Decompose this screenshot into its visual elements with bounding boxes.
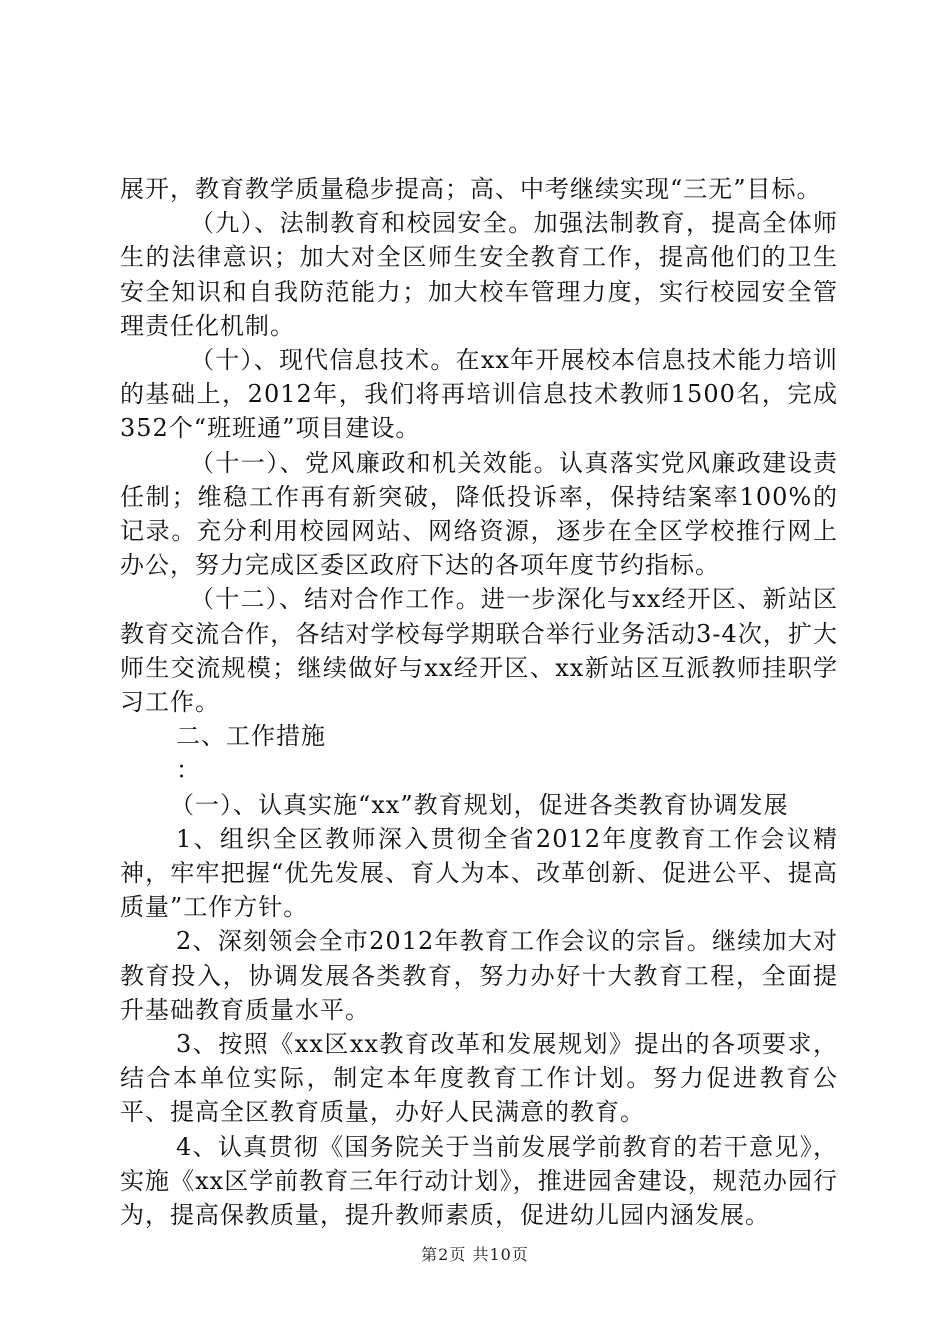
paragraph-item-9: （九）、法制教育和校园安全。加强法制教育，提高全体师生的法律意识；加大对全区师生安全教育工作，提高他们的卫生安全知识和自我防范能力；加大校车管理力度，实行校园安全管理责任化机制。 [120,209,838,340]
section-heading-measures: 二、工作措施 [176,722,326,751]
paragraph-continuation: 展开，教育教学质量稳步提高；高、中考继续实现“三无”目标。 [120,175,822,203]
document-body [120,172,838,1232]
page-number-footer: 第2页 共10页 [421,1245,529,1264]
paragraph-item-11: （十一）、党风廉政和机关效能。认真落实党风廉政建设责任制；维稳工作再有新突破，降低投诉率，保持结案率100%的记录。充分利用校园网站、网络资源，逐步在全区学校推行网上办公，努力完成区委区政府下达的各项年度节约指标。 [120,448,838,580]
list-item-4: 4、认真贯彻《国务院关于当前发展学前教育的若干意见》，实施《xx区学前教育三年行动计划》，推进园舍建设，规范办园行为，提高保教质量，提升教师素质，促进幼儿园内涵发展。 [120,1132,838,1230]
subheading-measure-1: （一）、认真实施“xx”教育规划，促进各类教育协调发展 [170,790,789,819]
list-item-2: 2、深刻领会全市2012年教育工作会议的宗旨。继续加大对教育投入，协调发展各类教育，努力办好十大教育工程，全面提升基础教育质量水平。 [120,927,838,1024]
stray-colon: ： [176,756,201,785]
paragraph-item-10: （十）、现代信息技术。在xx年开展校本信息技术能力培训的基础上，2012年，我们将再培训信息技术教师1500名，完成352个“班班通”项目建设。 [120,346,838,443]
paragraph-item-12: （十二）、结对合作工作。进一步深化与xx经开区、新站区教育交流合作，各结对学校每学期联合举行业务活动3-4次，扩大师生交流规模；继续做好与xx经开区、xx新站区互派教师挂职学习工作。 [120,585,838,717]
list-item-1: 1、组织全区教师深入贯彻全省2012年度教育工作会议精神，牢牢把握“优先发展、育人为本、改革创新、促进公平、提高质量”工作方针。 [120,824,838,922]
list-item-3: 3、按照《xx区xx教育改革和发展规划》提出的各项要求，结合本单位实际，制定本年度教育工作计划。努力促进教育公平、提高全区教育质量，办好人民满意的教育。 [120,1030,838,1127]
